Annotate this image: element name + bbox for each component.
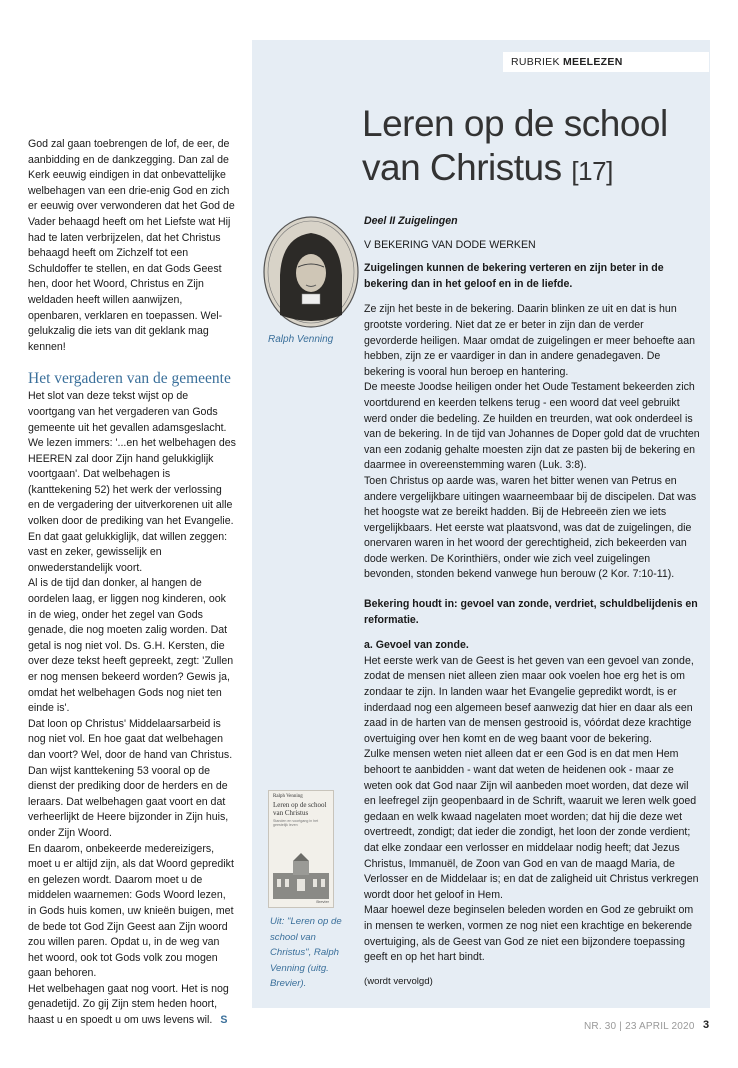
subheading-gevoel: a. Gevoel van zonde.	[364, 639, 469, 652]
book-subtitle: Standen en voortgang in het geestelijk leven	[273, 819, 319, 827]
section-heading: V BEKERING VAN DODE WERKEN	[364, 238, 536, 251]
title-line-2	[362, 146, 702, 193]
issue-footer: NR. 30 | 23 APRIL 2020	[584, 1021, 695, 1032]
body-paragraph: Ze zijn het beste in de bekering. Daarin blinken ze uit en dat is hun grootste vordering. Niet dat ze er beter in zijn dan de verder gevorderde heiligen. Maar omdat de zuigelingen er meer behoefte aan hebben, zijn ze er vaardiger in dan in andere genadegaven. De bekering is vooral hun beroep en hantering.	[364, 303, 695, 378]
book-publisher: Brevier	[316, 899, 329, 904]
body-paragraph: Zulke mensen weten niet alleen dat er een God is en dat men Hem behoort te aanbidden - want dat weten de heidenen ook - maar ze weten ook dat God naar Zijn wil aanbeden moet worden, dat deze wil en leefregel zijn geopenbaard in de Schrift, waaruit we leren welk goed gedaan en welk kwaad nagelaten moet worden; dat hij die deze wet overtreedt, zondigt; dat ieder die zondigt, het loon der zonde verdient; dat elke zondaar een verlosser en middelaar nodig heeft; dat Jezus Christus, Immanuël, de Zoon van God en van de maagd Maria, de Verlosser en de Middelaar is; en dat de zaligheid uit Christus verkregen wordt door het geloof in Hem.	[364, 748, 699, 901]
book-author: Ralph Venning	[273, 794, 303, 799]
page-number: 3	[703, 1019, 710, 1031]
rubriek-name: MEELEZEN	[563, 56, 623, 68]
body-paragraph: Al is de tijd dan donker, al hangen de oordelen laag, er liggen nog kinderen, ook in de wieg, onder het zegel van Gods genade, die nog moeten zalig worden. Dat getal is nog niet vol. Ds. G.H. Kersten, die over deze tekst heeft gepreekt, zegt: 'Zullen er nog mensen bekeerd worden? Gewis ja, omdat het welbehagen Gods nog niet ten einde is'.	[28, 577, 234, 715]
body-paragraph: Toen Christus op aarde was, waren het bitter wenen van Petrus en andere vergelijkbare uitingen waarneembaar bij de discipelen. Dat was het hoogste wat ze bereikt hadden. Bij de Hebreeën zien we iets vergelijkbaars. Het eerste wat plaatsvond, was dat de zuigelingen, die onervaren waren in het woord der gerechtigheid, zich bekeerden van dode werken. De Korinthiërs, onder wie zich veel zuigelingen bevonden, stonden bekend vanwege hun berouw (2 Kor. 7:10-11).	[364, 474, 697, 581]
intro-paragraph: God zal gaan toebrengen de lof, de eer, de aanbidding en de dankzegging. Dan zal de Kerk eeuwig eindigen in dat onbevattelijke welbehagen van een drie-enig God en zich er eeuwig over verwonderen dat het God de Vader behaagd heeft om het Liefste wat Hij had te laten verbrijzelen, dat het Christus behaagd heeft om Zichzelf tot een Schuldoffer te stellen, en dat Gods Geest hen, door het Woord, Christus en Zijn weldaden heeft willen aanwijzen, openbaren, verklaren en toepassen. Wel-gelukzalig die iets van dit geklank mag kennen!	[28, 138, 235, 353]
end-mark-icon: S	[220, 1014, 228, 1027]
subheading: Het vergaderen van de gemeente	[28, 370, 231, 388]
body-paragraph: Maar hoewel deze beginselen beleden worden en God ze gebruikt om in mensen te werken, vormen ze nog niet een krachtige en bekerende overtuiging, als de Geest van God ze niet een bijzondere toepassing geeft en op het hart bindt.	[364, 904, 694, 964]
book-cover	[268, 790, 334, 908]
body-paragraph: De meeste Joodse heiligen onder het Oude Testament bekeerden zich voortdurend en keerden telkens terug - een woord dat veel gebruikt werd onder die bedeling. Ze huilden en treurden, wat ook onderdeel is van de bekering. In de tijd van Johannes de Doper gold dat de vruchten van een zodanig gehalte moesten zijn dat ze pasten bij de bekering en daarmee in overeenstemming waren (Luk. 3:8).	[364, 381, 700, 472]
rubriek-label	[503, 52, 709, 72]
body-paragraph: Het slot van deze tekst wijst op de voortgang van het vergaderen van Gods gemeente uit het gevallen adamsgeslacht. We lezen immers: '...en het welbehagen des HEEREN zal door Zijn hand gelukkiglijk voortgaan'. Dat welbehagen is (kanttekening 52) het werk der verlossing en de vergadering der uitverkorenen uit alle volken door de prediking van het Evangelie. En dat gaat gelukkiglijk, dat willen zeggen: vast en zeker, gewisselijk en onwederstandelijk voort.	[28, 390, 236, 574]
series-number: [17]	[571, 156, 613, 186]
book-title: Leren op de school van Christus	[273, 801, 327, 817]
book-caption: Uit: "Leren op de school van Christus", Ralph Venning (uitg. Brevier).	[270, 916, 342, 989]
portrait-caption: Ralph Venning	[268, 334, 334, 345]
body-paragraph: Dat loon op Christus' Middelaarsarbeid is nog niet vol. En hoe gaat dat welbehagen dan voort? Wel, door de hand van Christus. Dan wijst kanttekening 53 vooral op de dienst der prediking door de herders en de leraars. Dat welbehagen gaat voort en dat verheerlijkt de Heere bijzonder in Zijn huis, onder Zijn Woord.	[28, 717, 233, 839]
subheading-bekering: Bekering houdt in: gevoel van zonde, verdriet, schuldbelijdenis en reformatie.	[364, 598, 698, 626]
body-paragraph: Het eerste werk van de Geest is het geven van een gevoel van zonde, zodat de mensen niet alleen zien maar ook voelen hoe erg het is om zondaar te zijn. In landen waar het Evangelie gepredikt wordt, is er inderdaad nog een algemeen besef aanwezig dat hier en daar als een zaad in de harten van de mensen gestrooid is, vóórdat deze krachtige overtuiging over hen komt en de weg baant voor de bekering.	[364, 654, 694, 745]
author-portrait	[262, 215, 360, 329]
title-line-2-text: van Christus	[362, 147, 562, 188]
title-line-1: Leren op de school	[362, 103, 668, 144]
to-be-continued: (wordt vervolgd)	[364, 975, 433, 987]
left-column	[28, 137, 236, 1029]
rubriek-prefix: RUBRIEK	[511, 56, 560, 68]
body-paragraph: En daarom, onbekeerde medereizigers, moet u er altijd zijn, als dat Woord gepredikt en gelezen wordt. Daarom moet u de middelen waarnemen: Gods Woord lezen, in Gods huis komen, uw knieën buigen, met de bede tot God Zijn Geest aan Zijn woord zou willen paren. Opdat u, in de weg van het woord, ook tot Gods volk zou mogen gaan behoren.	[28, 842, 234, 980]
main-column	[364, 214, 700, 989]
lead-paragraph: Zuigelingen kunnen de bekering verteren en zijn beter in de bekering dan in het geloof en in de liefde.	[364, 262, 664, 290]
article-title	[362, 102, 702, 193]
body-paragraph	[28, 982, 236, 1029]
closing-text: Het welbehagen gaat nog voort. Het is nog genadetijd. Zo gij Zijn stem heden hoort, haast u en spoedt u om uws levens wil.	[28, 982, 229, 1027]
part-heading: Deel II Zuigelingen	[364, 215, 458, 227]
building-illustration	[269, 851, 333, 903]
